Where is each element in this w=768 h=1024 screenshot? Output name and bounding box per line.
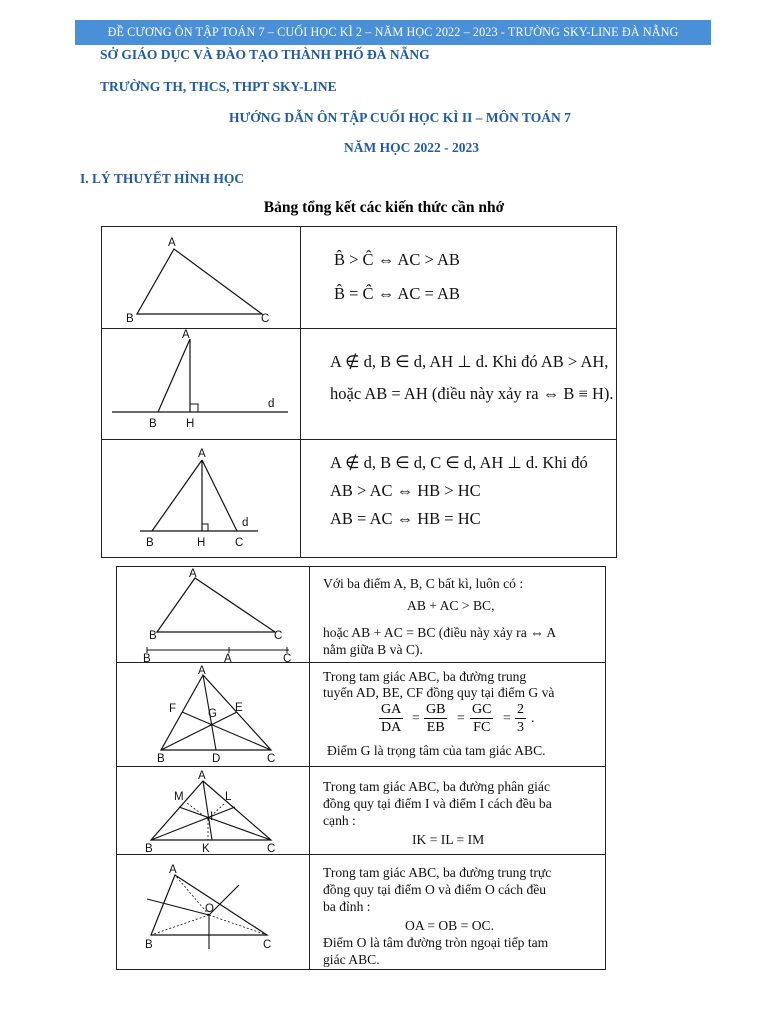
svg-text:B: B bbox=[157, 753, 165, 765]
org-line: SỞ GIÁO DỤC VÀ ĐÀO TẠO THÀNH PHỐ ĐÀ NẴNG bbox=[100, 47, 430, 62]
svg-text:B: B bbox=[149, 418, 157, 430]
angle-side-relation-1: B̂ > Ĉ ⇔ AC > AB bbox=[334, 250, 460, 269]
inequality-text-1: Với ba điểm A, B, C bất kì, luôn có : bbox=[323, 576, 524, 591]
fraction-ga-da: $\frac{GA}{DA}$ bbox=[381, 702, 402, 735]
svg-text:B: B bbox=[149, 630, 157, 642]
medians-figure bbox=[117, 663, 309, 767]
doc-title: HƯỚNG DẪN ÔN TẬP CUỐI HỌC KÌ II – MÔN TOÁN 7 bbox=[229, 110, 571, 125]
table-title: Bảng tổng kết các kiến thức cần nhớ bbox=[263, 199, 505, 216]
perpendicular-bisectors-figure bbox=[117, 855, 309, 971]
perp-bisectors-text-3: ba đỉnh : bbox=[323, 899, 371, 914]
oblique-text-1: A ∉ d, B ∈ d, C ∈ d, AH ⊥ d. Khi đó bbox=[330, 453, 588, 472]
summary-table-1 bbox=[101, 226, 617, 558]
inequality-text-4: nằm giữa B và C). bbox=[323, 642, 423, 657]
bisectors-text-3: cạnh : bbox=[323, 813, 356, 828]
svg-text:A: A bbox=[198, 448, 206, 460]
svg-text:E: E bbox=[235, 702, 243, 714]
perpendicular-text-2: hoặc AB = AH (điều này xảy ra ⇔ B ≡ H). bbox=[330, 384, 614, 403]
svg-text:A: A bbox=[168, 237, 176, 249]
svg-text:B: B bbox=[126, 313, 134, 325]
oblique-text-3: AB = AC ⇔ HB = HC bbox=[330, 509, 481, 528]
svg-text:A: A bbox=[189, 568, 197, 580]
perpendicular-text-1: A ∉ d, B ∈ d, AH ⊥ d. Khi đó AB > AH, bbox=[330, 352, 609, 371]
perp-bisectors-text-1: Trong tam giác ABC, ba đường trung trực bbox=[323, 865, 552, 880]
svg-text:A: A bbox=[169, 864, 177, 876]
svg-text:A: A bbox=[182, 329, 190, 341]
obliques-projections-figure bbox=[102, 440, 300, 559]
svg-text:B: B bbox=[146, 537, 154, 549]
header-bar: ĐỀ CƯƠNG ÔN TẬP TOÁN 7 – CUỐI HỌC KÌ 2 – NĂM HỌC 2022 – 2023 - TRƯỜNG SKY-LINE ĐÀ NẴNG bbox=[75, 20, 711, 45]
year-line: NĂM HỌC 2022 - 2023 bbox=[344, 140, 479, 155]
fraction-gb-eb: $\frac{GB}{EB}$ bbox=[426, 702, 446, 735]
period: . bbox=[531, 710, 535, 725]
svg-text:F: F bbox=[169, 703, 177, 715]
equals-sign: = bbox=[457, 710, 465, 725]
svg-text:B: B bbox=[145, 843, 153, 855]
section-title: I. LÝ THUYẾT HÌNH HỌC bbox=[80, 171, 245, 186]
svg-text:A: A bbox=[224, 653, 232, 663]
svg-text:A: A bbox=[198, 665, 206, 677]
table-row bbox=[117, 663, 605, 767]
svg-text:C: C bbox=[267, 753, 276, 765]
triangle-figure bbox=[102, 227, 300, 329]
school-line: TRƯỜNG TH, THCS, THPT SKY-LINE bbox=[100, 79, 337, 94]
table-row bbox=[102, 227, 616, 329]
svg-text:C: C bbox=[283, 653, 292, 663]
table-row bbox=[117, 855, 605, 971]
svg-text:D: D bbox=[212, 753, 221, 765]
svg-text:M: M bbox=[174, 791, 184, 803]
bisectors-equality: IK = IL = IM bbox=[412, 832, 485, 847]
svg-text:A: A bbox=[198, 770, 206, 782]
svg-text:B: B bbox=[143, 653, 151, 663]
svg-text:H: H bbox=[186, 418, 195, 430]
svg-text:K: K bbox=[202, 843, 210, 855]
svg-text:d: d bbox=[242, 517, 249, 529]
bisectors-text-1: Trong tam giác ABC, ba đường phân giác bbox=[323, 779, 550, 794]
svg-text:H: H bbox=[197, 537, 206, 549]
fraction-two-thirds: $\frac{2}{3}$ bbox=[517, 702, 524, 735]
svg-text:L: L bbox=[225, 791, 232, 803]
perp-bisectors-equality: OA = OB = OC. bbox=[405, 918, 494, 933]
fraction-gc-fc: $\frac{GC}{FC}$ bbox=[472, 702, 492, 735]
medians-text-3: Điểm G là trọng tâm của tam giác ABC. bbox=[327, 743, 546, 758]
equals-sign: = bbox=[503, 710, 511, 725]
perp-bisectors-text-2: đồng quy tại điểm O và điểm O cách đều bbox=[323, 882, 547, 897]
medians-text-2: tuyến AD, BE, CF đồng quy tại điểm G và bbox=[323, 685, 555, 700]
svg-text:B: B bbox=[145, 939, 153, 951]
summary-table-2 bbox=[116, 566, 606, 970]
table-row bbox=[102, 440, 616, 559]
svg-text:G: G bbox=[208, 708, 217, 720]
table-row bbox=[117, 767, 605, 855]
bisectors-text-2: đồng quy tại điểm I và điểm I cách đều ba bbox=[323, 796, 552, 811]
svg-text:C: C bbox=[261, 313, 270, 325]
svg-text:C: C bbox=[263, 939, 272, 951]
oblique-text-2: AB > AC ⇔ HB > HC bbox=[330, 481, 481, 500]
svg-text:d: d bbox=[268, 398, 275, 410]
svg-text:I: I bbox=[210, 811, 214, 823]
angle-side-relation-2: B̂ = Ĉ ⇔ AC = AB bbox=[334, 284, 460, 303]
triangle-inequality-figure bbox=[117, 567, 309, 663]
perp-bisectors-text-4: Điểm O là tâm đường tròn ngoại tiếp tam bbox=[323, 935, 549, 950]
svg-text:O: O bbox=[205, 903, 214, 915]
table-row bbox=[117, 567, 605, 663]
inequality-text-2: AB + AC > BC, bbox=[407, 598, 495, 613]
table-row bbox=[102, 329, 616, 440]
svg-text:C: C bbox=[235, 537, 244, 549]
perp-bisectors-text-5: giác ABC. bbox=[323, 952, 380, 967]
perpendicular-oblique-figure bbox=[102, 329, 300, 440]
svg-text:C: C bbox=[267, 843, 276, 855]
inequality-text-3: hoặc AB + AC = BC (điều này xảy ra ⇔ A bbox=[323, 625, 557, 640]
angle-bisectors-figure bbox=[117, 767, 309, 855]
svg-text:C: C bbox=[274, 630, 283, 642]
medians-text-1: Trong tam giác ABC, ba đường trung bbox=[323, 669, 527, 684]
equals-sign: = bbox=[412, 710, 420, 725]
